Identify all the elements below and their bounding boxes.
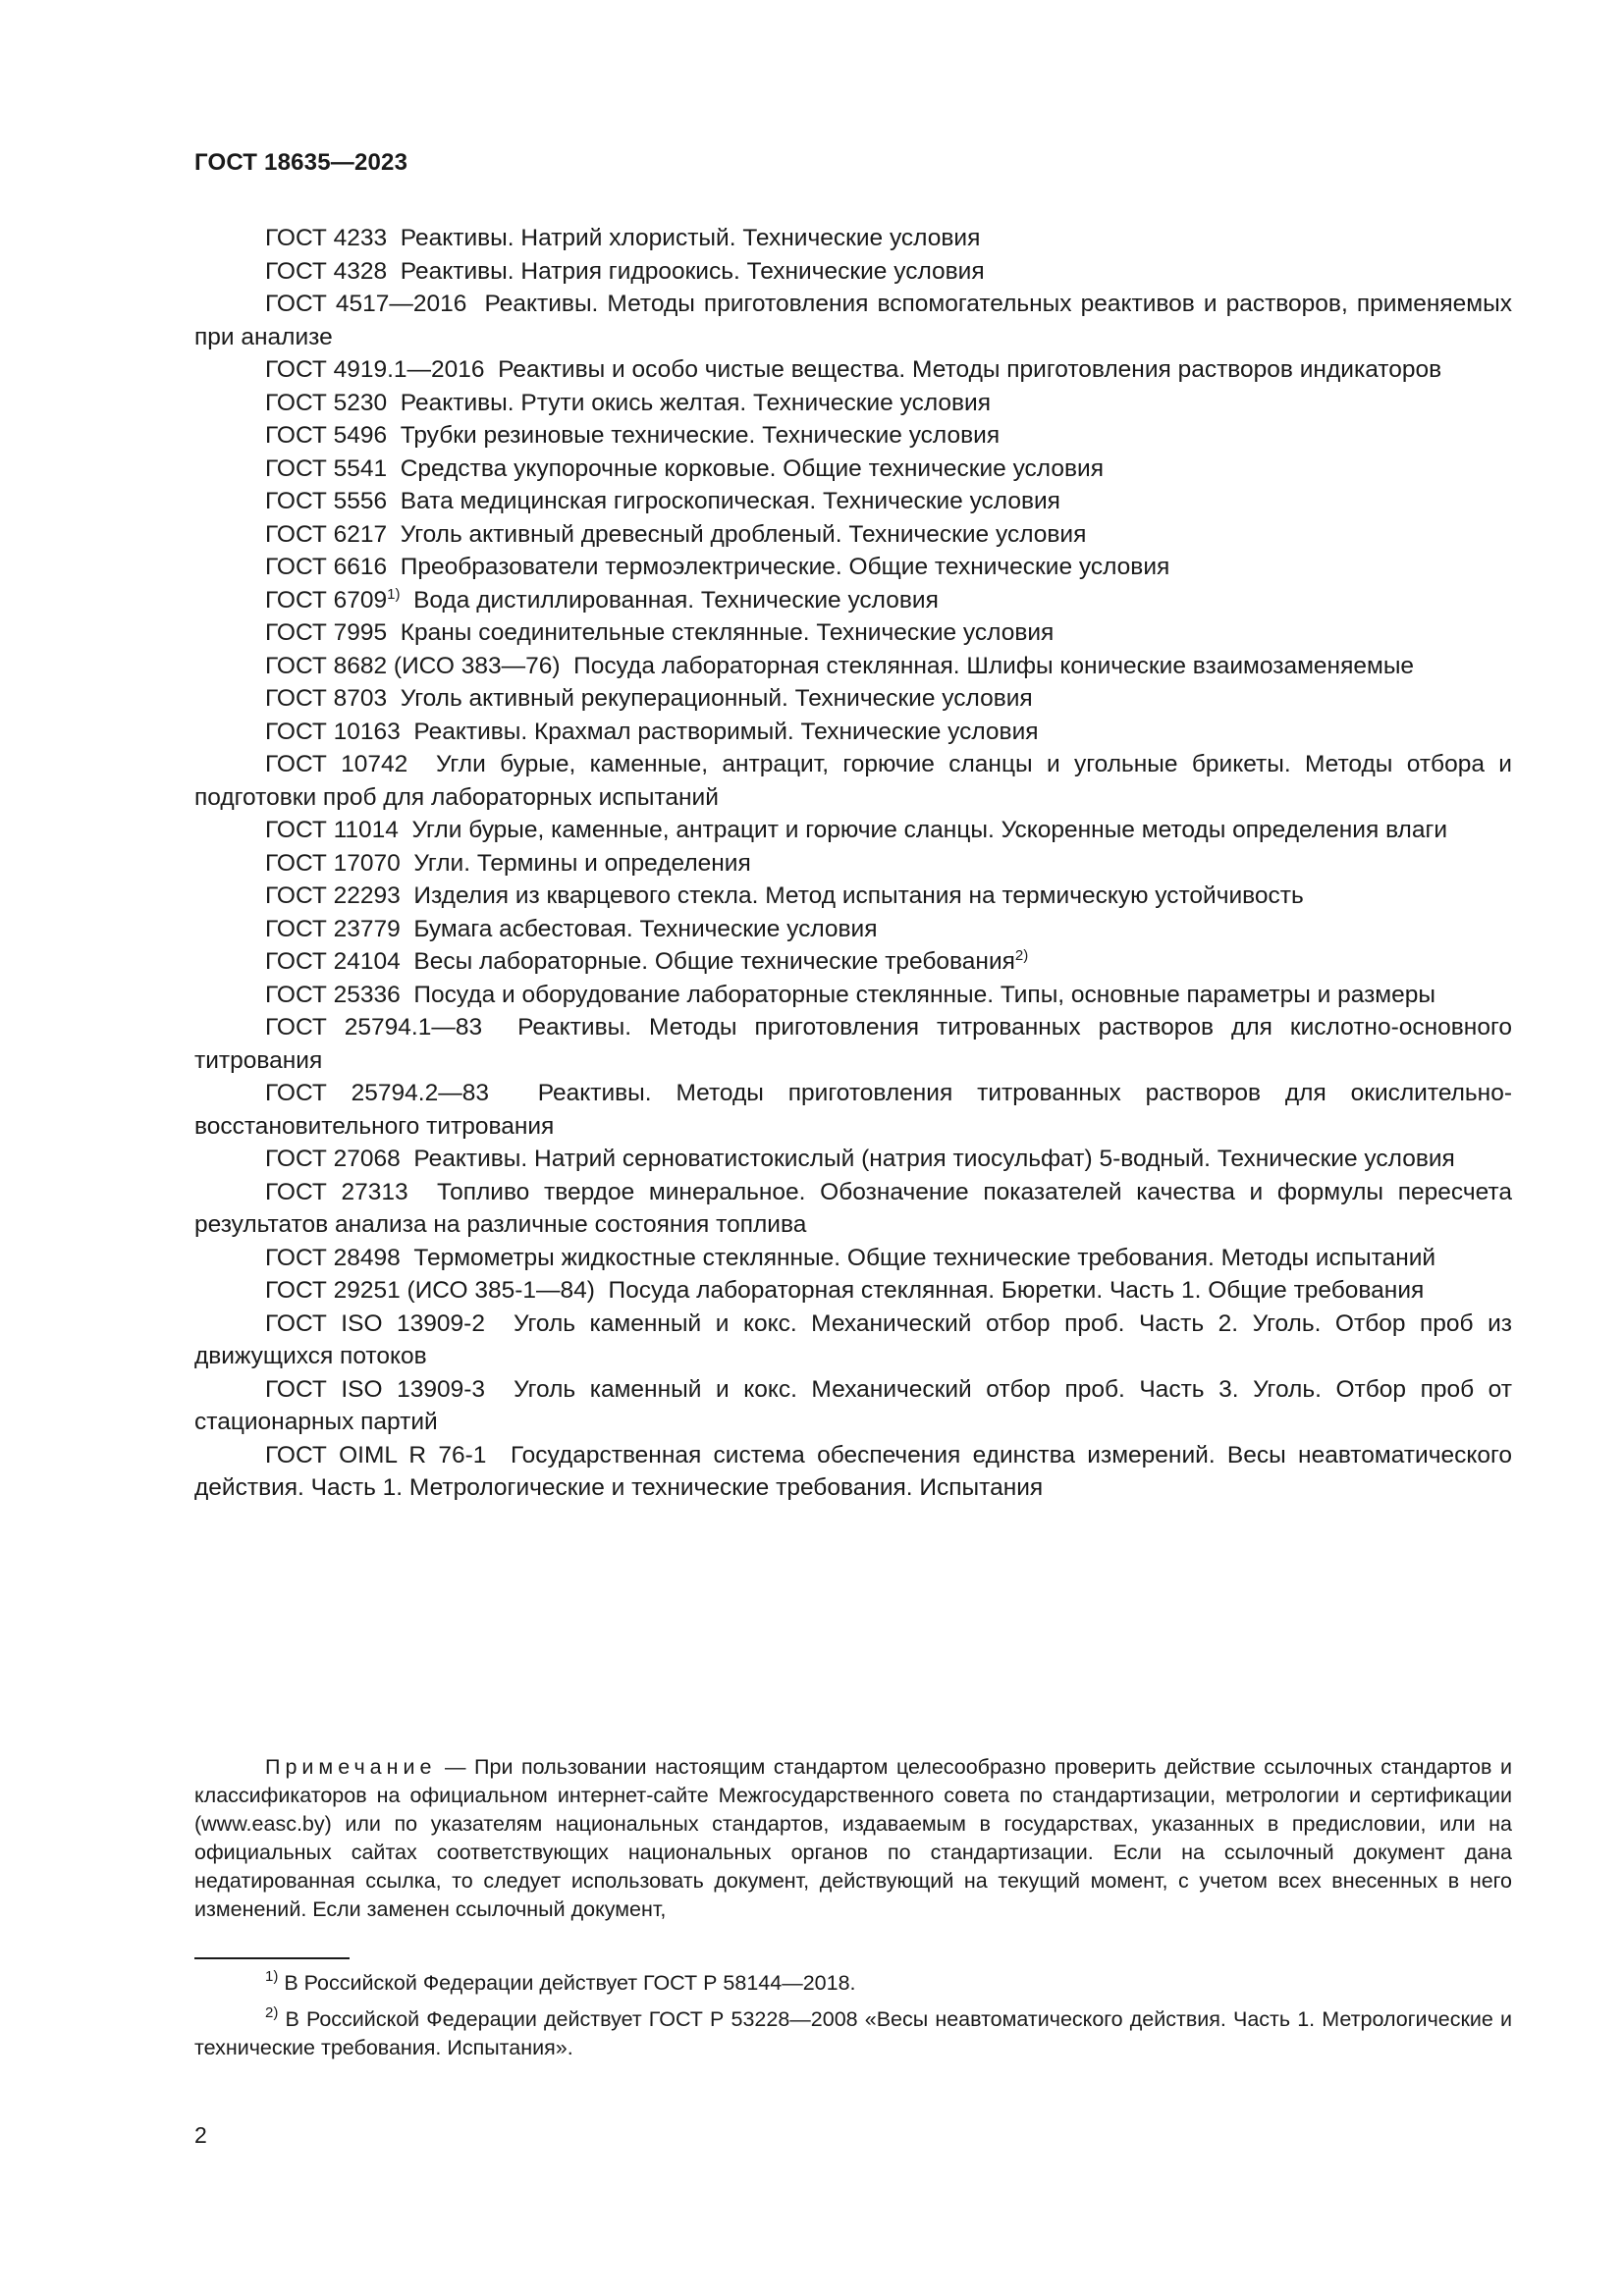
reference-item: ГОСТ 28498 Термометры жидкостные стеклянные. Общие технические требования. Методы испытаний (265, 1244, 1436, 1271)
reference-item: ГОСТ 5556 Вата медицинская гигроскопическая. Технические условия (265, 488, 1060, 514)
footnote-marker: 1) (387, 585, 401, 603)
footnote-item: $^{2)}$ В Российской Федерации действует ГОСТ Р 53228—2008 «Весы неавтоматического действия. Часть 1. Метрологические и технические требования. Испытания». (194, 2004, 1512, 2059)
reference-item: ГОСТ 10742 Угли бурые, каменные, антрацит, горючие сланцы и угольные брикеты. Методы отбора и подготовки проб для лабораторных испытаний (194, 751, 1512, 811)
footnote-item: $^{1)}$ В Российской Федерации действует ГОСТ Р 58144—2018. (265, 1968, 856, 1995)
reference-item: ГОСТ 8703 Уголь активный рекуперационный. Технические условия (265, 685, 1033, 712)
reference-item: ГОСТ 4517—2016 Реактивы. Методы приготовления вспомогательных реактивов и растворов, применяемых при анализе (194, 291, 1512, 350)
reference-item: ГОСТ 25794.2—83 Реактивы. Методы приготовления титрованных растворов для окислительно-восстановительного титрования (194, 1080, 1512, 1140)
reference-item: ГОСТ 4328 Реактивы. Натрия гидроокись. Технические условия (265, 257, 985, 285)
reference-item: ГОСТ 17070 Угли. Термины и определения (265, 849, 751, 877)
footnote-mark: 2) (265, 2004, 279, 2021)
normative-references-list (194, 222, 1512, 1505)
standard-header: ГОСТ 18635—2023 (194, 149, 408, 176)
page-number: 2 (194, 2122, 207, 2148)
footnotes (194, 1969, 1512, 2070)
reference-item: ГОСТ OIML R 76-1 Государственная система обеспечения единства измерений. Весы неавтоматического действия. Часть 1. Метрологические и технические требования. Испытания (194, 1441, 1513, 1501)
note-label: Примечание (265, 1755, 437, 1779)
reference-item: ГОСТ 5230 Реактивы. Ртути окись желтая. Технические условия (265, 389, 992, 416)
footnote-marker: 2) (1014, 947, 1029, 964)
reference-item: ГОСТ 7995 Краны соединительные стеклянные. Технические условия (265, 619, 1055, 646)
reference-item: ГОСТ 27068 Реактивы. Натрий серноватистокислый (натрия тиосульфат) 5-водный. Технические условия (265, 1146, 1455, 1172)
reference-item: ГОСТ 29251 (ИСО 385-1—84) Посуда лабораторная стеклянная. Бюретки. Часть 1. Общие требования (265, 1277, 1425, 1304)
reference-item: ГОСТ 25336 Посуда и оборудование лабораторные стеклянные. Типы, основные параметры и размеры (265, 981, 1436, 1008)
reference-item: ГОСТ 23779 Бумага асбестовая. Технические условия (265, 915, 878, 942)
reference-item: ГОСТ ISO 13909-2 Уголь каменный и кокс. Механический отбор проб. Часть 2. Уголь. Отбор проб из движущихся потоков (194, 1309, 1512, 1369)
reference-item: ГОСТ 4919.1—2016 Реактивы и особо чистые вещества. Методы приготовления растворов индикаторов (265, 356, 1442, 383)
reference-item: ГОСТ ISO 13909-3 Уголь каменный и кокс. Механический отбор проб. Часть 3. Уголь. Отбор проб от стационарных партий (194, 1375, 1512, 1435)
note-text: — При пользовании настоящим стандартом целесообразно проверить действие ссылочных стандартов и классификаторов на официальном интернет-сайте Межгосударственного совета по стандартизации, метрологии и сертификации (www.easc.by) или по указателям национальных стандартов, издаваемым в государствах, указанных в предисловии, или на официальных сайтах соответствующих национальных органов по стандартизации. Если на ссылочный документ дана недатированная ссылка, то следует использовать документ, действующий на текущий момент, с учетом всех внесенных в него изменений. Если заменен ссылочный документ, (194, 1755, 1512, 1921)
reference-item: ГОСТ 6709$^{1)}$ Вода дистиллированная. Технические условия (265, 585, 939, 614)
reference-item: ГОСТ 6217 Уголь активный древесный дробленый. Технические условия (265, 520, 1087, 548)
reference-item: ГОСТ 22293 Изделия из кварцевого стекла. Метод испытания на термическую устойчивость (265, 882, 1304, 909)
reference-item: ГОСТ 8682 (ИСО 383—76) Посуда лабораторная стеклянная. Шлифы конические взаимозаменяемые (265, 652, 1415, 679)
footnote-separator (194, 1957, 350, 1959)
reference-item: ГОСТ 6616 Преобразователи термоэлектрические. Общие технические условия (265, 554, 1170, 580)
reference-item: ГОСТ 5541 Средства укупорочные корковые. Общие технические условия (265, 454, 1104, 482)
footnote-mark: 1) (265, 1968, 279, 1985)
reference-item: ГОСТ 11014 Угли бурые, каменные, антрацит и горючие сланцы. Ускоренные методы определения влаги (265, 817, 1448, 843)
reference-item: ГОСТ 25794.1—83 Реактивы. Методы приготовления титрованных растворов для кислотно-основного титрования (194, 1014, 1512, 1074)
reference-item: ГОСТ 4233 Реактивы. Натрий хлористый. Технические условия (265, 225, 981, 251)
reference-item: ГОСТ 5496 Трубки резиновые технические. Технические условия (265, 422, 1001, 449)
reference-item: ГОСТ 10163 Реактивы. Крахмал растворимый. Технические условия (265, 718, 1039, 745)
note-paragraph (194, 1753, 1512, 1924)
reference-item: ГОСТ 24104 Весы лабораторные. Общие технические требования$^{2)}$ (265, 947, 1029, 975)
reference-item: ГОСТ 27313 Топливо твердое минеральное. Обозначение показателей качества и формулы пересчета результатов анализа на различные состояния топлива (194, 1178, 1512, 1238)
